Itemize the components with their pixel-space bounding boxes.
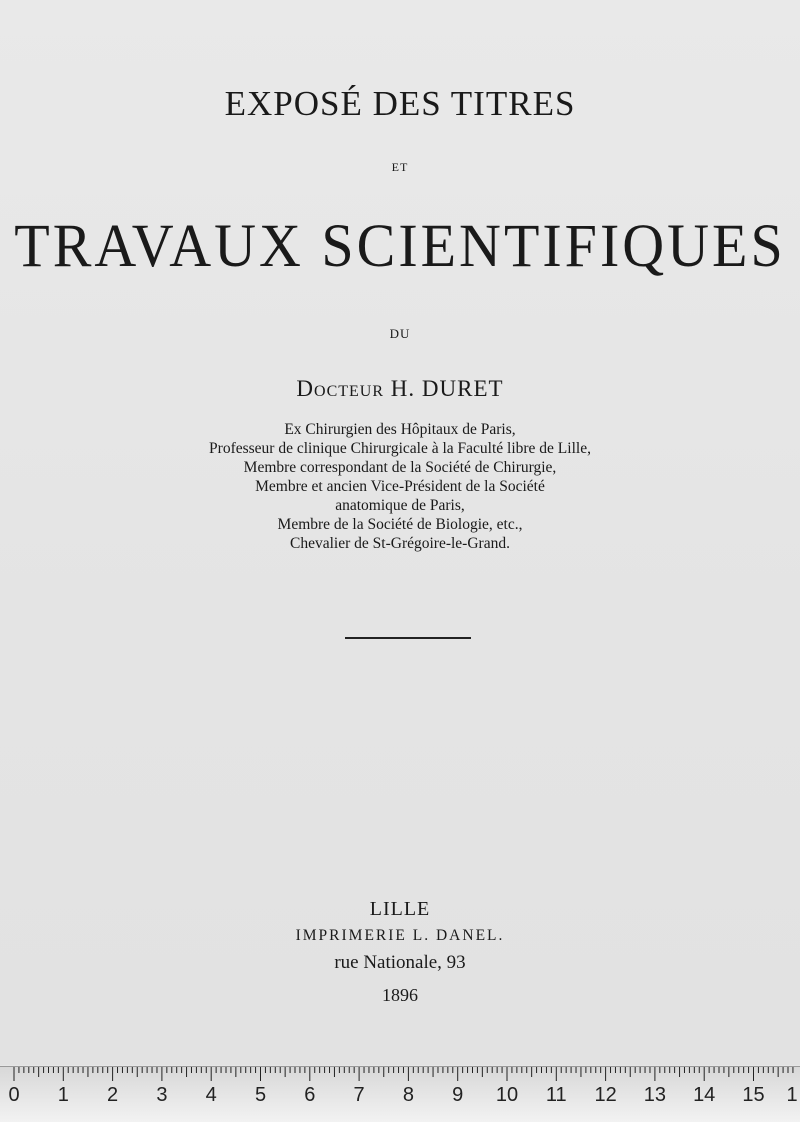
ruler-number: 4 (205, 1084, 217, 1106)
ruler-number: 7 (353, 1084, 365, 1106)
qualification-line: Professeur de clinique Chirurgicale à la Faculté libre de Lille, (209, 440, 591, 457)
measuring-ruler (0, 1066, 800, 1122)
qualification-line: Chevalier de St-Grégoire-le-Grand. (290, 535, 510, 552)
ruler-number: 11 (545, 1084, 567, 1106)
ruler-ticks (0, 1067, 800, 1087)
ruler-number: 3 (156, 1084, 168, 1106)
ruler-number: 10 (495, 1084, 519, 1106)
imprint-address: rue Nationale, 93 (334, 952, 466, 973)
title-line-2: TRAVAUX SCIENTIFIQUES (14, 211, 786, 280)
ruler-number: 1 (786, 1084, 798, 1106)
ruler-number: 2 (107, 1084, 119, 1106)
imprint-city: LILLE (369, 898, 431, 920)
qualification-line: Ex Chirurgien des Hôpitaux de Paris, (284, 421, 516, 438)
ruler-number: 0 (8, 1084, 20, 1106)
ruler-number: 12 (594, 1084, 617, 1106)
qualification-line: Membre correspondant de la Société de Chirurgie, (243, 459, 557, 476)
ruler-number: 13 (643, 1084, 667, 1106)
author-name: H. DURET (390, 376, 504, 401)
qualification-line: Membre de la Société de Biologie, etc., (277, 516, 523, 533)
ruler-number: 15 (742, 1084, 765, 1106)
ruler-number: 1 (57, 1084, 69, 1106)
title-line-1: EXPOSÉ DES TITRES (224, 84, 576, 123)
author-prefix: Docteur (296, 376, 385, 401)
preposition: DU (389, 326, 411, 341)
qualifications-list (0, 420, 800, 553)
ruler-number: 5 (254, 1084, 267, 1106)
ruler-number: 9 (452, 1084, 464, 1106)
qualification-line: anatomique de Paris, (335, 497, 465, 514)
ruler-number: 8 (402, 1084, 414, 1106)
imprint-year: 1896 (382, 985, 418, 1005)
qualification-line: Membre et ancien Vice-Président de la Société (255, 478, 545, 495)
conjunction: ET (391, 160, 409, 174)
ruler-number: 14 (693, 1084, 716, 1106)
ruler-number: 6 (304, 1084, 316, 1106)
separator-rule (345, 637, 471, 639)
imprint-printer: IMPRIMERIE L. DANEL. (295, 927, 505, 944)
author-line (0, 376, 800, 402)
